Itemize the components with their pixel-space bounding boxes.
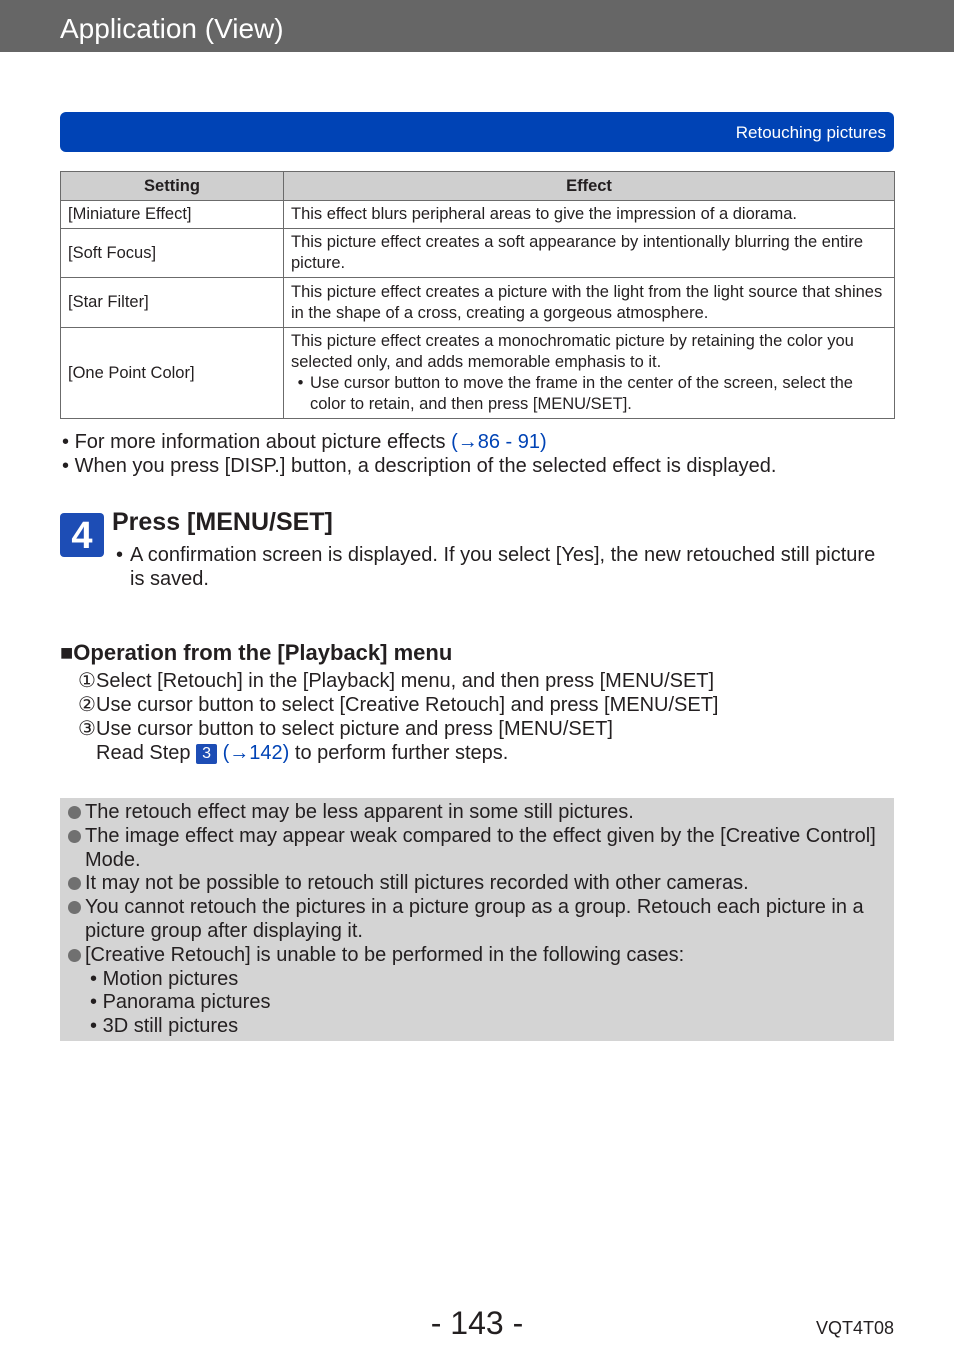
header-setting: Setting: [61, 172, 284, 201]
read-step-line: [78, 741, 718, 765]
banner-label: Retouching pictures: [735, 123, 886, 142]
effect-sub-text: Use cursor button to move the frame in the center of the screen, select the color to retain, and then press [MENU/SET].: [310, 374, 853, 413]
bullet-mark: •: [90, 967, 98, 990]
header-title: Application (View): [60, 13, 284, 44]
page-number: - 143 -: [430, 1305, 524, 1341]
operation-step: [78, 693, 718, 717]
caution-text: It may not be possible to retouch still pictures recorded with other cameras.: [85, 872, 749, 895]
operation-heading-text: Operation from the [Playback] menu: [73, 640, 453, 665]
step-text: Use cursor button to select [Creative Retouch] and press [MENU/SET]: [96, 694, 719, 716]
bullet-dot-icon: [68, 830, 81, 843]
setting-cell: [Miniature Effect]: [61, 201, 284, 229]
effect-text: This picture effect creates a monochromatic picture by retaining the color you selected only, and adds memorable emphasis to it.: [291, 332, 854, 371]
step-3-badge: 3: [196, 744, 217, 764]
caution-sub-item: [68, 968, 890, 992]
caution-item: [68, 896, 890, 944]
page-ref-link[interactable]: (→142): [222, 742, 290, 764]
document-code: VQT4T08: [815, 1318, 894, 1338]
caution-sub-text: 3D still pictures: [102, 1015, 239, 1038]
step-title: Press [MENU/SET]: [112, 508, 333, 536]
bullet-dot-icon: [68, 877, 81, 890]
bullet-dot-icon: [68, 901, 81, 914]
step-desc-text: A confirmation screen is displayed. If you select [Yes], the new retouched still picture is saved.: [130, 544, 876, 590]
effect-cell: This picture effect creates a picture with the light from the light source that shines in the shape of a cross, creating a gorgeous atmosphere.: [284, 278, 895, 328]
caution-sub-text: Panorama pictures: [102, 991, 271, 1014]
section-banner: [60, 112, 894, 152]
table-header-row: [61, 172, 895, 201]
table-row: [61, 278, 895, 328]
caution-text: The image effect may appear weak compared to the effect given by the [Creative Control] Mode.: [85, 824, 876, 871]
note-item: [62, 431, 776, 455]
step-text: Use cursor button to select picture and press [MENU/SET]: [96, 718, 613, 740]
caution-item: [68, 872, 890, 896]
read-prefix: Read Step: [96, 742, 197, 764]
operation-steps: [78, 669, 718, 765]
step-num: ①: [78, 670, 96, 692]
effect-cell: [284, 328, 895, 419]
read-suffix: to perform further steps.: [289, 742, 509, 764]
caution-list: [68, 801, 890, 1039]
table-row: [61, 328, 895, 419]
operation-step: [78, 669, 718, 693]
note-text: When you press [DISP.] button, a description of the selected effect is displayed.: [74, 454, 777, 477]
note-item: [62, 455, 776, 479]
caution-item: [68, 944, 890, 968]
bullet-mark: •: [116, 544, 124, 566]
step-text: Select [Retouch] in the [Playback] menu, and then press [MENU/SET]: [96, 670, 715, 692]
caution-sub-item: [68, 991, 890, 1015]
notes: [62, 431, 776, 478]
setting-cell: [One Point Color]: [61, 328, 284, 419]
caution-text: You cannot retouch the pictures in a picture group as a group. Retouch each picture in a picture group after displaying it.: [85, 896, 864, 942]
bullet-dot-icon: [68, 949, 81, 962]
caution-item: [68, 801, 890, 825]
bullet-dot-icon: [68, 806, 81, 819]
operation-step: [78, 717, 718, 741]
square-marker-icon: ■: [60, 640, 74, 665]
step-description: [116, 543, 876, 591]
bullet-mark: •: [90, 1015, 98, 1038]
effect-cell: This picture effect creates a soft appearance by intentionally blurring the entire picture.: [284, 229, 895, 278]
table-row: [61, 229, 895, 278]
caution-sub-item: [68, 1015, 890, 1039]
step-num: ②: [78, 694, 96, 716]
setting-cell: [Soft Focus]: [61, 229, 284, 278]
page-ref-link[interactable]: (→86 - 91): [451, 431, 547, 453]
effect-sub-bullet: [291, 373, 887, 415]
step-num: ③: [78, 718, 96, 740]
effect-cell: This effect blurs peripheral areas to give the impression of a diorama.: [284, 201, 895, 229]
operation-heading: [60, 640, 452, 666]
bullet-mark: •: [62, 454, 70, 477]
page-header: [0, 0, 954, 52]
caution-sub-text: Motion pictures: [102, 967, 239, 990]
header-effect: Effect: [284, 172, 895, 201]
bullet-mark: •: [62, 431, 70, 453]
setting-cell: [Star Filter]: [61, 278, 284, 328]
bullet-mark: •: [297, 374, 304, 392]
caution-text: The retouch effect may be less apparent in some still pictures.: [85, 801, 634, 823]
caution-text: [Creative Retouch] is unable to be performed in the following cases:: [85, 943, 685, 966]
step-number-badge: 4: [60, 513, 104, 557]
bullet-mark: •: [90, 991, 98, 1014]
note-text: For more information about picture effects: [74, 431, 452, 453]
table-row: [61, 201, 895, 229]
effects-table: [60, 171, 895, 419]
caution-box: [60, 798, 894, 1041]
caution-item: [68, 825, 890, 873]
